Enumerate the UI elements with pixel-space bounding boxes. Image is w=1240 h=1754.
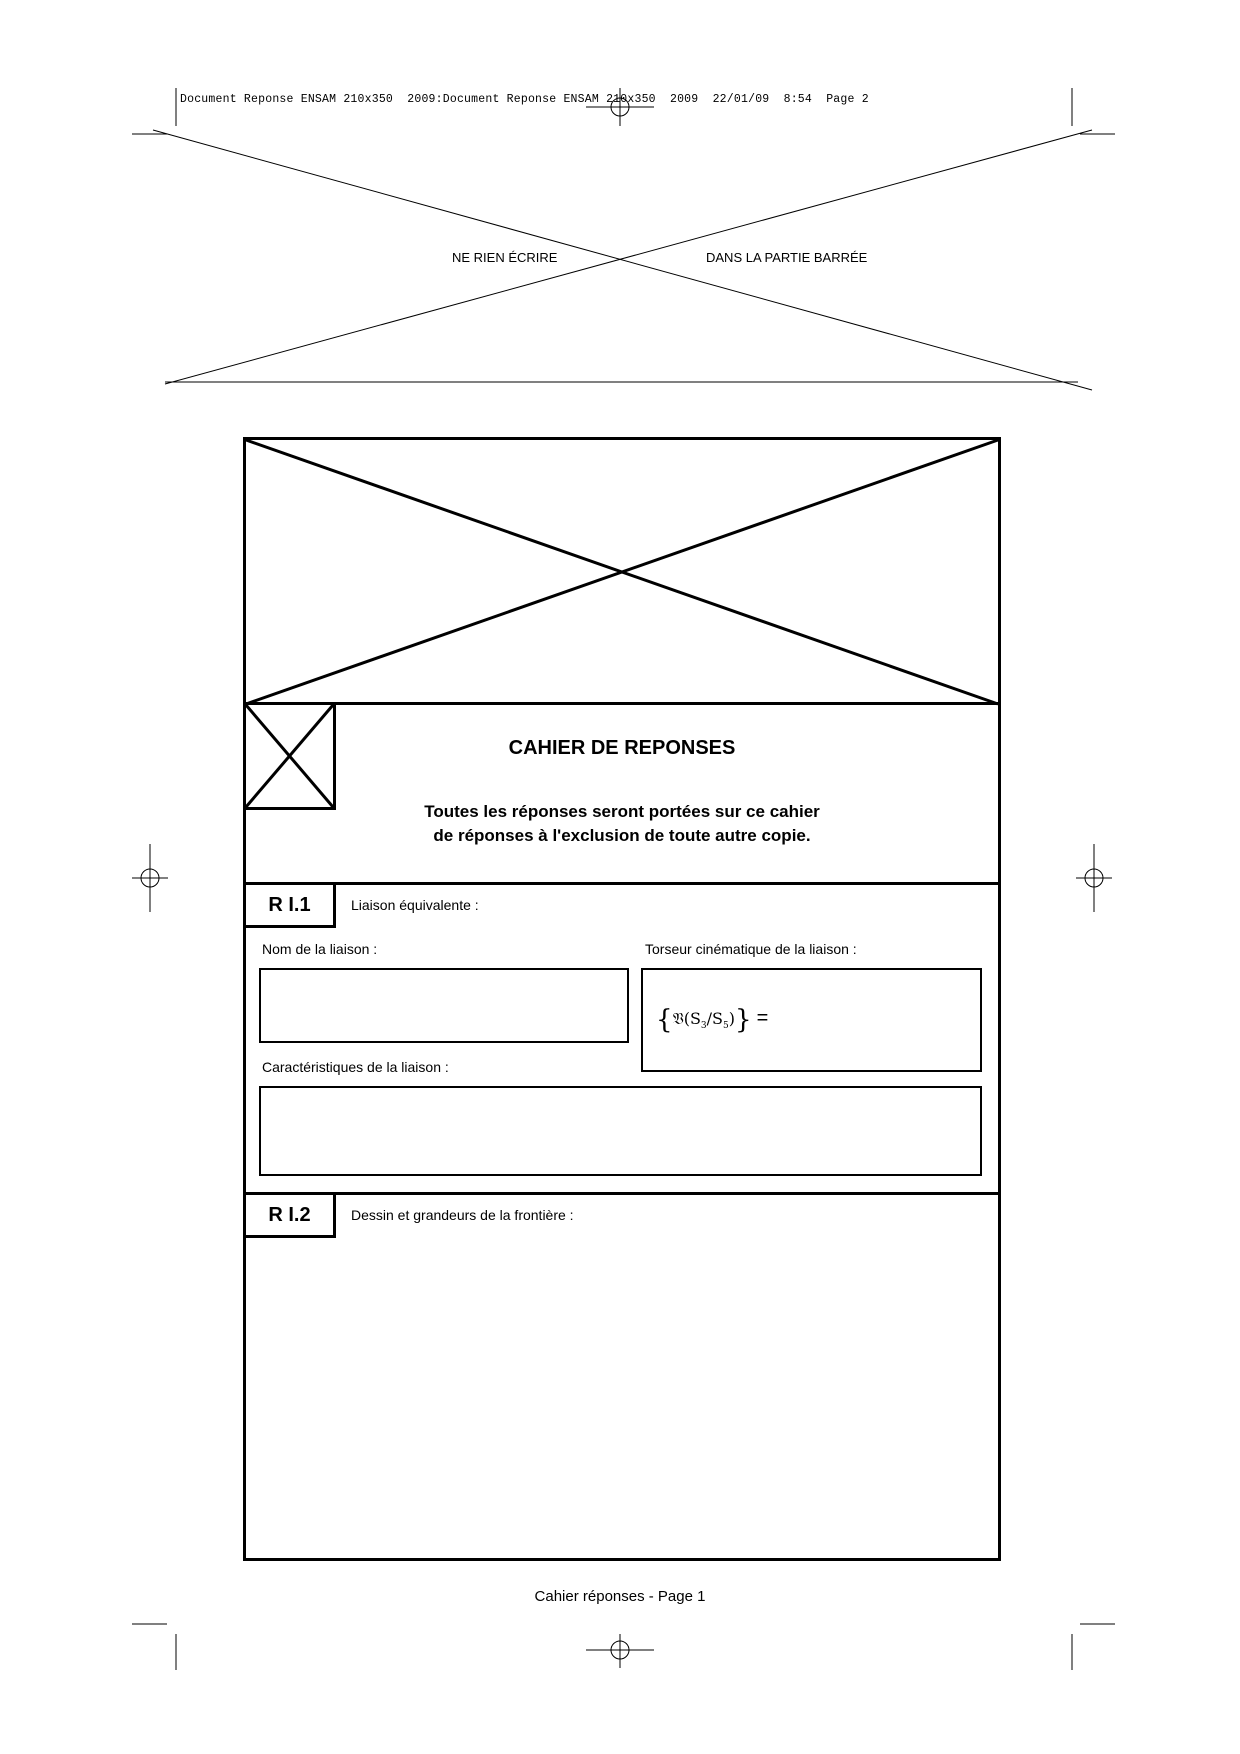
- question-tag-ri2: R I.2: [243, 1192, 336, 1238]
- torsor-expression: $\{𝔙(S_3/S_5)\}$ =: [656, 1005, 769, 1035]
- barred-zone-line: [165, 130, 1092, 384]
- ri1-question: Liaison équivalente :: [351, 897, 479, 913]
- instruction-line-2: de réponses à l'exclusion de toute autre copie.: [433, 826, 811, 845]
- link-name-label: Nom de la liaison :: [262, 941, 378, 957]
- characteristics-field[interactable]: [259, 1086, 982, 1176]
- drawing-area[interactable]: [248, 1240, 996, 1556]
- section-divider: [243, 702, 1001, 705]
- torsor-symbol: 𝔙: [672, 1009, 684, 1028]
- characteristics-label: Caractéristiques de la liaison :: [262, 1059, 449, 1075]
- solid-a: S: [689, 1009, 701, 1028]
- link-name-field[interactable]: [259, 968, 629, 1043]
- brace-close: }: [734, 1005, 752, 1035]
- question-tag-ri1: R I.1: [243, 882, 336, 928]
- print-slug: Document Reponse ENSAM 210x350 2009:Document Reponse ENSAM 210x350 2009 22/01/09 8:54 Page 2: [180, 93, 869, 106]
- solid-b: S: [712, 1009, 723, 1028]
- barred-zone-right-text: DANS LA PARTIE BARRÉE: [706, 250, 868, 265]
- section-divider: [243, 1192, 1001, 1195]
- section-divider: [243, 882, 1001, 885]
- barred-zone-left-text: NE RIEN ÉCRIRE: [452, 250, 558, 265]
- solid-b-index: 5: [723, 1021, 729, 1032]
- torsor-label: Torseur cinématique de la liaison :: [645, 941, 857, 957]
- instruction-line-1: Toutes les réponses seront portées sur ce cahier: [424, 802, 820, 821]
- solid-a-index: 3: [700, 1021, 707, 1032]
- equals-sign: =: [756, 1007, 769, 1029]
- page-footer: Cahier réponses - Page 1: [534, 1588, 706, 1605]
- ri2-question: Dessin et grandeurs de la frontière :: [351, 1207, 574, 1223]
- page-title: CAHIER DE REPONSES: [508, 737, 736, 759]
- brace-open: {: [656, 1005, 673, 1035]
